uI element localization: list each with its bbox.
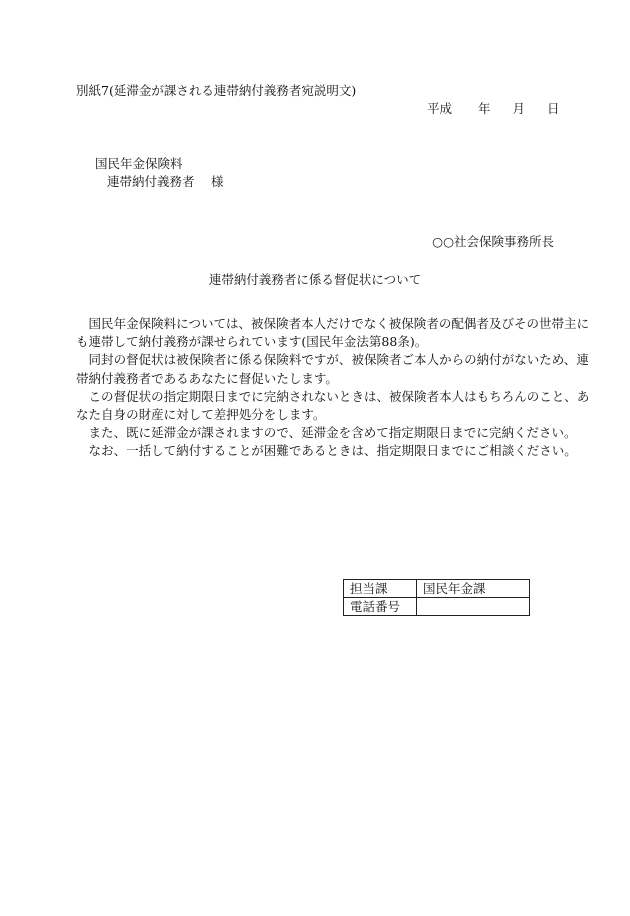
table-row [344, 580, 530, 598]
date-era: 平成 [427, 101, 453, 116]
date-line [427, 100, 560, 118]
department-label: 担当課 [344, 580, 417, 598]
date-year: 年 [478, 101, 491, 116]
recipient-line-2: 連帯納付義務者 様 [107, 174, 224, 189]
recipient-line-1: 国民年金保険料 [95, 156, 183, 171]
body-text [76, 315, 590, 461]
body-line: また、既に延滞金が課されますので、延滞金を含めて指定期限日までに完納ください。 [88, 425, 577, 441]
phone-label: 電話番号 [344, 598, 417, 616]
sender-name: ○○社会保険事務所長 [432, 234, 554, 249]
date-month: 月 [512, 101, 526, 116]
body-line: 帯納付義務者であるあなたに督促いたします。 [76, 370, 338, 386]
table-row [344, 598, 530, 616]
body-line: も連帯して納付義務が課せられています(国民年金法第88条)。 [76, 334, 428, 350]
date-day: 日 [547, 101, 560, 116]
department-value: 国民年金課 [417, 580, 530, 598]
body-line: 同封の督促状は被保険者に係る保険料ですが、被保険者ご本人からの納付がないため、連 [88, 352, 589, 368]
document-label: 別紙7(延滞金が課される連帯納付義務者宛説明文) [76, 83, 357, 98]
body-line: 国民年金保険料については、被保険者本人だけでなく被保険者の配偶者及びその世帯主に [88, 316, 590, 331]
body-line: なた自身の財産に対して差押処分をします。 [76, 407, 326, 423]
contact-table [343, 579, 530, 616]
body-line: この督促状の指定期限日までに完納されないときは、被保険者本人はもちろんのこと、あ [88, 388, 590, 404]
document-title: 連帯納付義務者に係る督促状について [208, 272, 422, 287]
body-line: なお、一括して納付することが困難であるときは、指定期限日までにご相談ください。 [88, 443, 577, 459]
phone-value [417, 598, 530, 616]
